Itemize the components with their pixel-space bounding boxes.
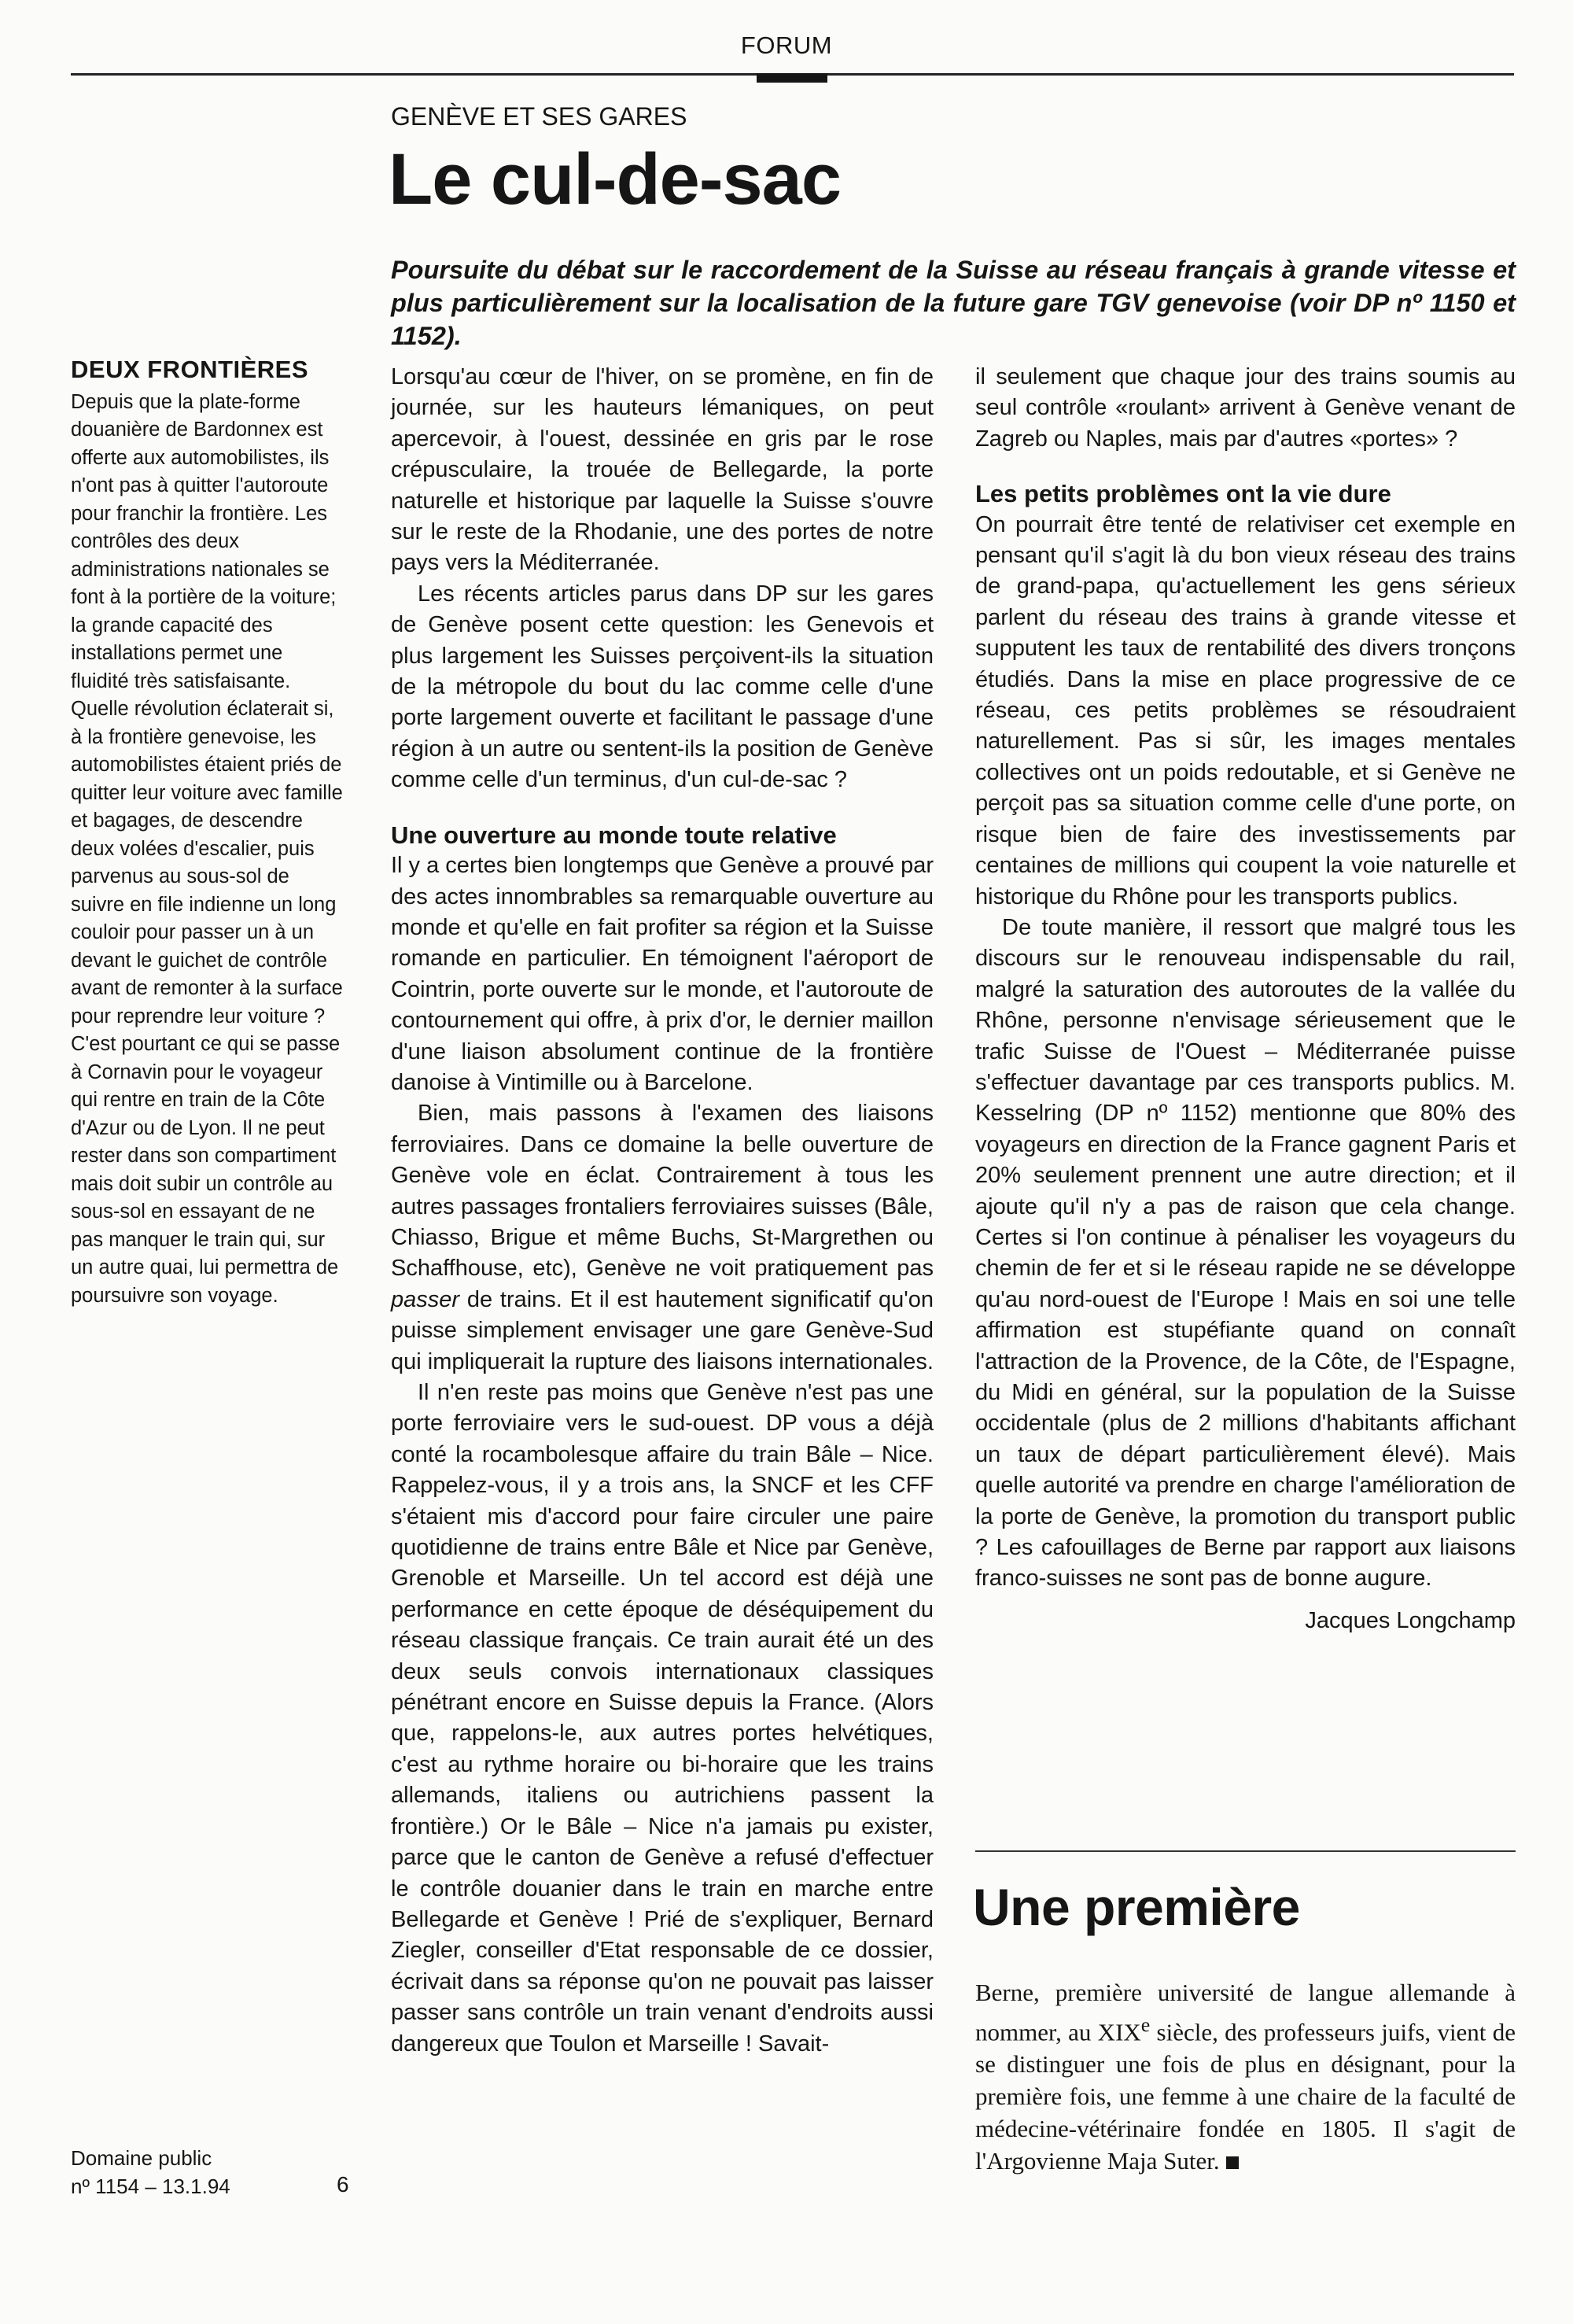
issue-info: nº 1154 – 13.1.94	[71, 2175, 230, 2198]
author-signature: Jacques Longchamp	[1305, 1607, 1516, 1633]
paragraph-text: Bien, mais passons à l'examen des liaisons ferroviaires. Dans ce domaine la belle ouverture de Genève vole en éclat. Contrairement à tous les autres passages frontaliers ferroviaires suisses (Bâle, Chiasso, Brigue et même Buchs, St-Margrethen ou Schaffhouse, etc), Genève ne voit pratiquement pas	[391, 1101, 934, 1282]
sidebar-text: Depuis que la plate-forme douanière de Bardonnex est offerte aux automobilistes, ils n'ont pas à quitter l'autoroute pour franchir la frontière. Les contrôles des deux administrations nationales se font à la portière de la voiture; la grande capacité des installations permet une fluidité très satisfaisante. Quelle révolution éclaterait si, à la frontière genevoise, les automobilistes étaient priés de quitter leur voiture avec famille et bagages, de descendre deux volées d'escalier, puis parvenus au sous-sol de suivre en file indienne un long couloir pour passer un à un devant le guichet de contrôle avant de remonter à la surface pour reprendre leur voiture ? C'est pourtant ce qui se passe à Cornavin pour le voyageur qui rentre en train de la Côte d'Azur ou de Lyon. Il ne peut rester dans son compartiment mais doit subir un contrôle au sous-sol en essayant de ne pas manquer le train qui, sur un autre quai, lui permettra de poursuivre son voyage.	[71, 390, 343, 1307]
article-kicker: GENÈVE ET SES GARES	[391, 102, 687, 131]
paragraph-text: de trains. Et il est hautement significatif qu'on puisse simplement envisager une gare Genève-Sud qui impliquerait la rupture des liaisons internationales.	[391, 1286, 934, 1374]
paragraph: Il y a certes bien longtemps que Genève a prouvé par des actes innombrables sa remarquable ouverture au monde et qu'elle en fait profiter sa région et la Suisse romande en particulier. En témoignent l'aéroport de Cointrin, porte ouverte sur le monde, et l'autoroute de contournement qui offre, à prix d'or, le dernier maillon d'une liaison absolument continue de la frontière danoise à Vintimille ou à Barcelone.	[391, 853, 934, 1095]
brief-title: Une première	[973, 1878, 1300, 1936]
brief-text	[975, 1976, 1516, 2177]
paragraph: il seulement que chaque jour des trains soumis au seul contrôle «roulant» arrivent à Genève venant de Zagreb ou Naples, mais par d'autres «portes» ?	[975, 364, 1516, 452]
paragraph: Les récents articles parus dans DP sur les gares de Genève posent cette question: les Genevois et plus largement les Suisses perçoivent-ils la situation de la métropole du bout du lac comme celle d'une porte largement ouverte et facilitant le passage d'une région à un autre ou sentent-ils la position de Genève comme celle d'un terminus, d'un cul-de-sac ?	[391, 581, 934, 793]
brief-divider	[975, 1850, 1516, 1852]
subheading: Une ouverture au monde toute relative	[391, 821, 837, 849]
paragraph: Lorsqu'au cœur de l'hiver, on se promène, en fin de journée, sur les hauteurs lémaniques, on peut apercevoir, à l'ouest, dessinée en gris par le rose crépusculaire, la trouée de Bellegarde, la porte naturelle et historique par laquelle la Suisse s'ouvre sur le reste de la Rhodanie, une des portes de notre pays vers la Méditerranée.	[391, 364, 934, 576]
paragraph: Il n'en reste pas moins que Genève n'est pas une porte ferroviaire vers le sud-ouest. DP vous a déjà conté la rocambolesque affaire du train Bâle – Nice. Rappelez-vous, il y a trois ans, la SNCF et les CFF s'étaient mis d'accord pour faire circuler une paire quotidienne de trains entre Bâle et Nice par Genève, Grenoble et Marseille. Un tel accord est déjà une performance en cette époque de déséquipement du réseau classique français. Ce train aurait été un des deux seuls convois internationaux classiques pénétrant encore en Suisse depuis la France. (Alors que, rappelons-le, aux autres portes helvétiques, c'est au rythme horaire ou bi-horaire que les trains allemands, italiens ou autrichiens passent la frontière.) Or le Bâle – Nice n'a jamais pu exister, parce que le canton de Genève a refusé d'effectuer le contrôle douanier dans le train en marche entre Bellegarde et Genève ! Prié de s'expliquer, Bernard Ziegler, conseiller d'Etat responsable de ce dossier, écrivait dans sa réponse qu'on ne pouvait pas laisser passer sans contrôle un train venant d'endroits aussi dangereux que Toulon et Marseille ! Savait-	[391, 1380, 934, 2057]
sidebar-heading: DEUX FRONTIÈRES	[71, 356, 309, 383]
paragraph: De toute manière, il ressort que malgré tous les discours sur le renouveau indispensable du rail, malgré la saturation des autoroutes de la vallée du Rhône, personne n'envisage sérieusement que le trafic Suisse de l'Ouest – Méditerranée puisse s'effectuer davantage par ces transports publics. M. Kesselring (DP nº 1152) mentionne que 80% des voyageurs en direction de la France gagnent Paris et 20% seulement prennent une autre direction; et il ajoute qu'il n'y a pas de raison que cela change. Certes si l'on continue à pénaliser les voyageurs du chemin de fer et si le réseau rapide ne se développe qu'au nord-ouest de l'Europe ! Mais en soi une telle affirmation est stupéfiante quand on connaît l'attraction de la Provence, de la Côte, de l'Espagne, du Midi en général, sur la population de la Suisse occidentale (plus de 2 millions d'habitants affichant un taux de départ particulièrement élevé). Mais quelle autorité va prendre en charge l'amélioration de la porte de Genève, la promotion du transport public ? Les cafouillages de Berne par rapport aux liaisons franco-suisses ne sont pas de bonne augure.	[975, 914, 1516, 1592]
end-mark-icon	[1226, 2156, 1239, 2169]
emphasis: passer	[391, 1286, 460, 1312]
brief-text-part: siècle, des professeurs juifs, vient de se distinguer une fois de plus en désignant, pour la première fois, une femme à une chaire de la faculté de médecine-vétérinaire fondée en 1805. Il s'agit de l'Argovienne Maja Suter.	[975, 2018, 1516, 2175]
header-tab-marker	[757, 73, 827, 83]
page-number: 6	[337, 2172, 349, 2197]
article-title: Le cul-de-sac	[389, 139, 841, 219]
section-label: FORUM	[740, 31, 833, 59]
footer	[71, 2144, 230, 2200]
publication-name: Domaine public	[71, 2146, 212, 2170]
article-column-1	[391, 362, 934, 2060]
paragraph	[391, 1098, 934, 1378]
paragraph: On pourrait être tenté de relativiser cet exemple en pensant qu'il s'agit là du bon vieux réseau des trains de grand-papa, qu'actuellement les gens sérieux parlent du réseau des trains à grande vitesse et supputent les taux de rentabilité des divers tronçons étudiés. Dans la mise en place progressive de ce réseau, ces petits problèmes se résoudraient naturellement. Pas si sûr, les images mentales collectives ont un poids redoutable, et si Genève ne perçoit pas sa situation comme celle d'une porte, on risque bien de faire des investissements par centaines de millions qui coupent la voie naturelle et historique du Rhône pour les transports publics.	[975, 511, 1516, 909]
article-column-2	[975, 362, 1516, 1636]
article-lede: Poursuite du débat sur le raccordement de la Suisse au réseau français à grande vitesse et plus particulièrement sur la localisation de la future gare TGV genevoise (voir DP nº 1150 et 1152).	[391, 256, 1516, 350]
brief-text-part: Berne, première université de langue allemande à nommer, au XIX	[975, 1979, 1516, 2046]
sidebar-box	[71, 356, 346, 1310]
subheading: Les petits problèmes ont la vie dure	[975, 480, 1391, 508]
superscript: e	[1140, 2013, 1151, 2036]
